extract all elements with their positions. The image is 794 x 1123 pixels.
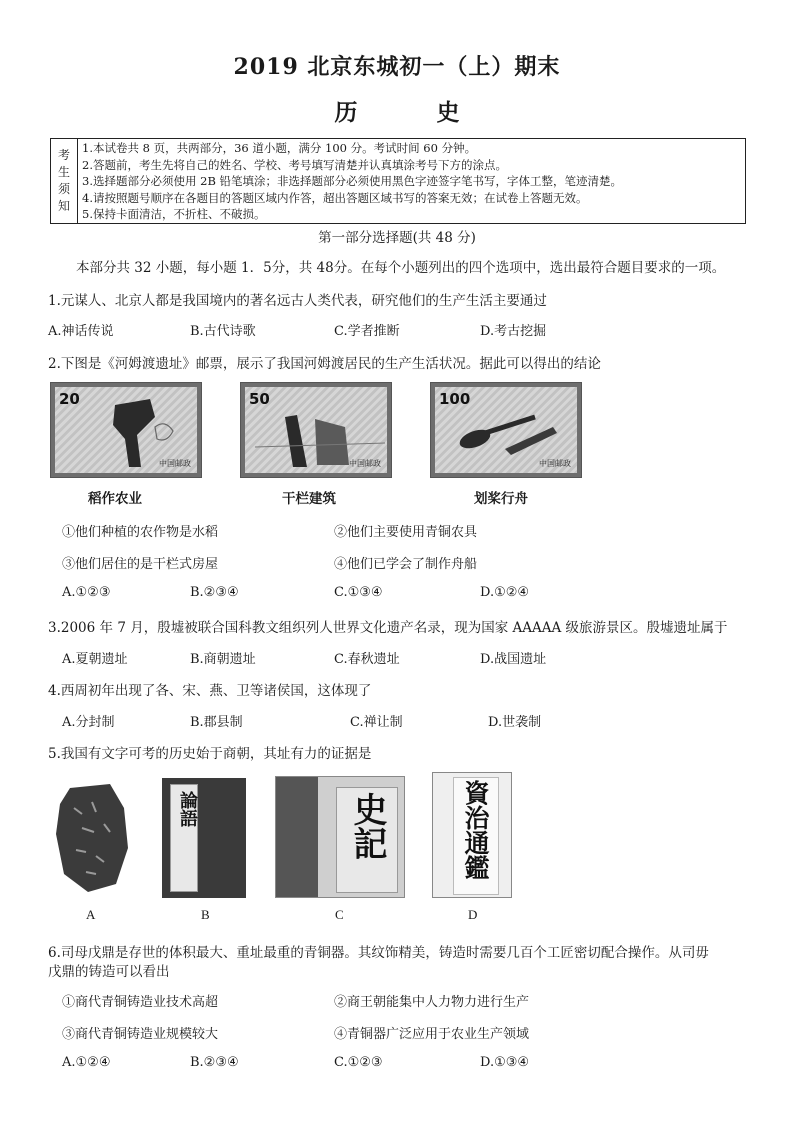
q3-option-b: B.商朝遗址 bbox=[190, 652, 256, 667]
image-label-d: D bbox=[468, 907, 478, 922]
q4-option-a: A.分封制 bbox=[62, 715, 115, 730]
notice-item: 2.答题前，考生先将自己的姓名、学校、考号填写清楚并认真填涂考号下方的涂点。 bbox=[82, 157, 507, 172]
stamp-rice-farming bbox=[50, 382, 202, 478]
book-title: 資治通鑑 bbox=[461, 780, 490, 880]
oracle-bone-image bbox=[52, 778, 132, 896]
q4-option-b: B.郡县制 bbox=[190, 715, 243, 730]
q3-option-d: D.战国遗址 bbox=[480, 652, 547, 667]
q1-option-c: C.学者推断 bbox=[334, 324, 400, 339]
q2-option-c: C.①③④ bbox=[334, 585, 383, 600]
q6-stem-cont: 戊鼎的铸造可以看出 bbox=[48, 964, 170, 980]
notice-item: 1.本试卷共 8 页，共两部分，36 道小题，满分 100 分。考试时间 60 分钟。 bbox=[82, 141, 477, 155]
q2-statement: ③他们居住的是干栏式房屋 bbox=[62, 557, 219, 572]
stamp-caption: 稻作农业 bbox=[88, 491, 142, 507]
q5-stem: 5.我国有文字可考的历史始于商朝，其址有力的证据是 bbox=[48, 746, 372, 762]
q6-statement: ④青铜器广泛应用于农业生产领域 bbox=[334, 1027, 530, 1042]
q1-stem: 1.元谋人、北京人都是我国境内的著名远古人类代表，研究他们的生产生活主要通过 bbox=[48, 293, 547, 309]
q2-statement: ④他们已学会了制作舟船 bbox=[334, 557, 478, 572]
stamp-value: 50 bbox=[249, 390, 270, 408]
q6-option-d: D.①③④ bbox=[480, 1055, 530, 1070]
stamp-value: 100 bbox=[439, 390, 471, 408]
q6-statement: ③商代青铜铸造业规模较大 bbox=[62, 1027, 219, 1042]
lunyu-book-image bbox=[162, 778, 246, 898]
q2-stem: 2.下图是《河姆渡遗址》邮票，展示了我国河姆渡居民的生产生活状况。据此可以得出的结论 bbox=[48, 356, 601, 372]
q2-option-b: B.②③④ bbox=[190, 585, 239, 600]
q2-option-a: A.①②③ bbox=[62, 585, 111, 600]
q3-option-c: C.春秋遗址 bbox=[334, 652, 400, 667]
book-label bbox=[170, 784, 198, 892]
image-label-a: A bbox=[86, 907, 96, 922]
q6-option-a: A.①②④ bbox=[62, 1055, 111, 1070]
q2-option-d: D.①②④ bbox=[480, 585, 530, 600]
notice-item: 3.选择题部分必须使用 2B 铅笔填涂；非选择题部分必须使用黑色字迹签字笔书写，字体工整，笔迹清楚。 bbox=[82, 174, 623, 188]
q2-statement: ①他们种植的农作物是水稻 bbox=[62, 525, 219, 540]
q6-statement: ①商代青铜铸造业技术高超 bbox=[62, 995, 219, 1010]
oracle-bone-icon bbox=[52, 778, 132, 896]
stamp-caption: 划桨行舟 bbox=[474, 491, 528, 507]
exam-title: 2019 北京东城初一（上）期末 bbox=[233, 54, 561, 80]
subject-title: 历 史 bbox=[334, 99, 488, 126]
q3-stem: 3.2006 年 7 月，殷墟被联合国科教文组织列人世界文化遗产名录，现为国家 AAAAA 级旅游景区。殷墟遗址属于 bbox=[48, 620, 728, 636]
image-label-c: C bbox=[335, 907, 344, 922]
q6-stem: 6.司母戊鼎是存世的体积最大、重址最重的青铜器。其纹饰精美，铸造时需要几百个工匠密切配合操作。从司毋 bbox=[48, 945, 709, 961]
q1-option-b: B.古代诗歌 bbox=[190, 324, 256, 339]
q6-option-b: B.②③④ bbox=[190, 1055, 239, 1070]
q4-stem: 4.西周初年出现了各、宋、燕、卫等诸侯国，这体现了 bbox=[48, 683, 372, 699]
notice-item: 5.保持卡面清洁，不折柱、不破损。 bbox=[82, 207, 266, 221]
stamp-paddle-boat bbox=[430, 382, 582, 478]
notice-label: 考 生 须 知 bbox=[51, 139, 78, 223]
zizhi-book-image bbox=[432, 772, 512, 898]
q6-option-c: C.①②③ bbox=[334, 1055, 383, 1070]
book-title: 論語 bbox=[177, 791, 198, 827]
shiji-book-image bbox=[275, 776, 405, 898]
q6-statement: ②商王朝能集中人力物力进行生产 bbox=[334, 995, 530, 1010]
q3-option-a: A.夏朝遗址 bbox=[62, 652, 128, 667]
section-title: 第一部分选择题(共 48 分) bbox=[318, 230, 476, 246]
book-title: 史記 bbox=[347, 792, 387, 860]
notice-box bbox=[50, 138, 746, 224]
q1-option-a: A.神话传说 bbox=[48, 324, 114, 339]
notice-items bbox=[78, 139, 745, 223]
stamp-caption: 干栏建筑 bbox=[282, 491, 336, 507]
section-intro: 本部分共 32 小题，每小题 1．5分，共 48分。在每个小题列出的四个选项中，选出最符合题目要求的一项。 bbox=[76, 260, 726, 276]
stamp-country: 中国邮政 bbox=[539, 459, 571, 468]
image-label-b: B bbox=[201, 907, 210, 922]
q1-option-d: D.考古挖掘 bbox=[480, 324, 547, 339]
stamp-stilt-house bbox=[240, 382, 392, 478]
q4-option-d: D.世袭制 bbox=[488, 715, 542, 730]
notice-item: 4.请按照题号顺序在各题目的答题区域内作答，超出答题区域书写的答案无效；在试卷上答题无效。 bbox=[82, 190, 588, 205]
q4-option-c: C.禅让制 bbox=[350, 715, 403, 730]
stamp-value: 20 bbox=[59, 390, 80, 408]
stamp-country: 中国邮政 bbox=[159, 459, 191, 468]
stamp-country: 中国邮政 bbox=[349, 459, 381, 468]
q2-statement: ②他们主要使用青铜农具 bbox=[334, 525, 478, 540]
